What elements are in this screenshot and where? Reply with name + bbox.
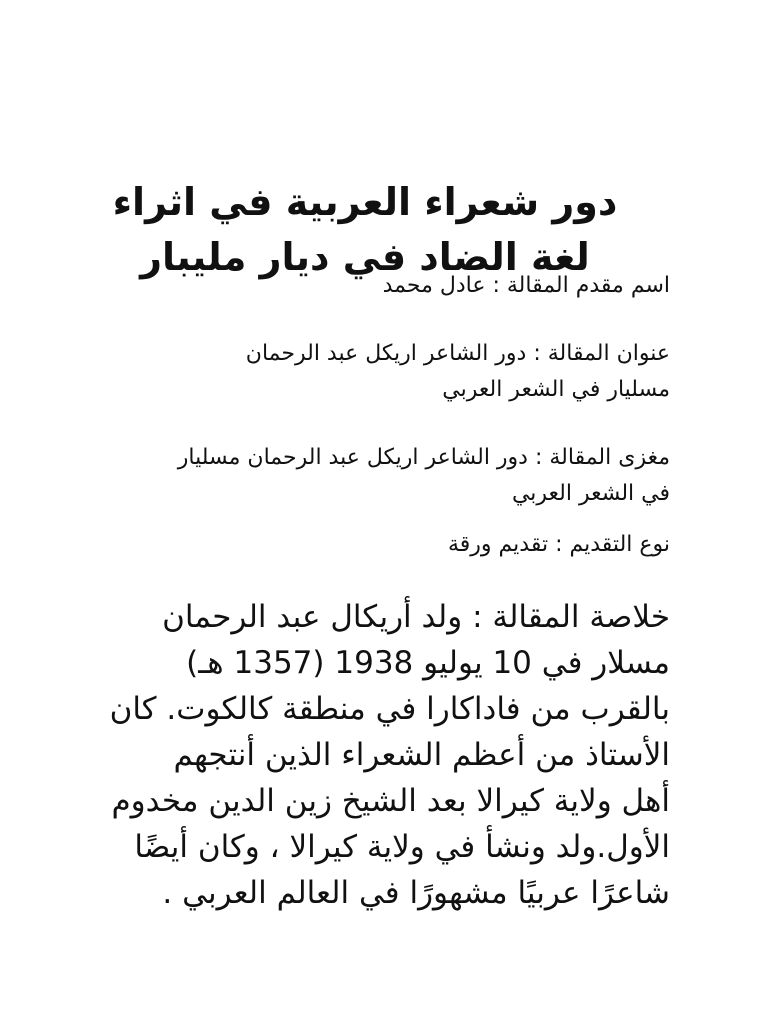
title-line-1: دور شعراء العربية في اثراء — [112, 180, 618, 225]
title-line-2: لغة الضاد في ديار مليبار — [140, 235, 590, 280]
presenter-text: اسم مقدم المقالة : عادل محمد — [382, 273, 670, 298]
summary-line-5: أهل ولاية كيرالا بعد الشيخ زين الدين مخدوم — [111, 783, 670, 819]
summary-line-4: الأستاذ من أعظم الشعراء الذين أنتجهم — [173, 737, 670, 773]
summary-line-7: شاعرًا عربيًا مشهورًا في العالم العربي . — [162, 875, 670, 911]
article-title-field — [246, 336, 670, 408]
theme-line-2: في الشعر العربي — [511, 481, 670, 506]
theme-line-1: مغزى المقالة : دور الشاعر اريكل عبد الرحمان مسليار — [177, 445, 670, 470]
presenter-field — [383, 268, 670, 304]
summary-line-6: الأول.ولد ونشأ في ولاية كيرالا ، وكان أيضًا — [134, 829, 670, 865]
summary-line-1: خلاصة المقالة : ولد أريكال عبد الرحمان — [162, 599, 670, 635]
theme-field — [178, 440, 670, 512]
summary-line-2: مسلار في 10 يوليو 1938 (1357 هـ) — [186, 645, 670, 681]
summary-paragraph — [110, 594, 670, 916]
article-title-line-1: عنوان المقالة : دور الشاعر اريكل عبد الرحمان — [245, 341, 670, 366]
article-title-line-2: مسليار في الشعر العربي — [442, 377, 670, 402]
presentation-type-text: نوع التقديم : تقديم ورقة — [447, 532, 670, 557]
summary-line-3: بالقرب من فاداكارا في منطقة كالكوت. كان — [109, 691, 670, 727]
presentation-type-field — [448, 527, 670, 563]
